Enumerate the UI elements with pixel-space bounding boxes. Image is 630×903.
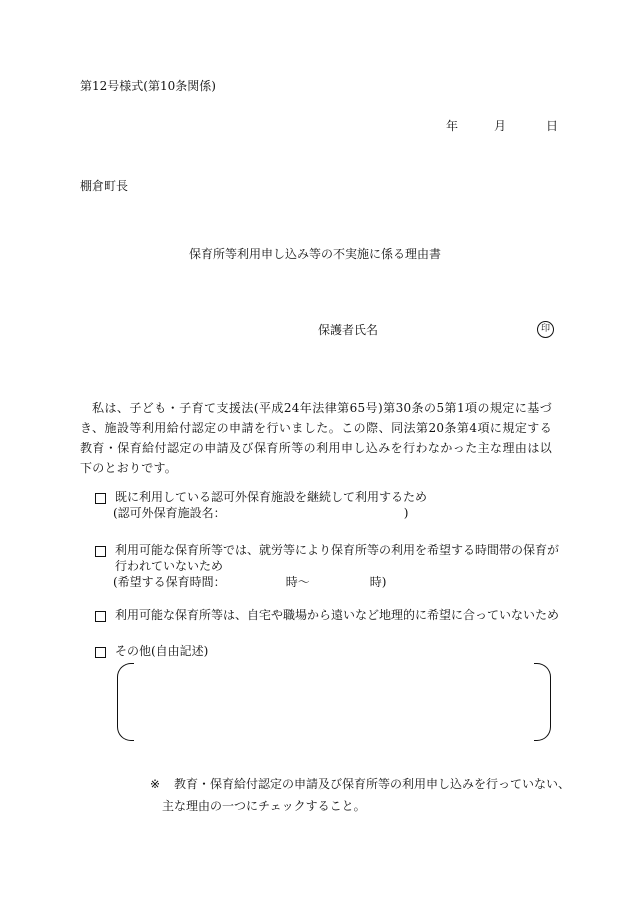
note-line-2: 主な理由の一つにチェックすること。 [162, 799, 366, 813]
option-label: 利用可能な保育所等では、就労等により保育所等の利用を希望する時間帯の保育が行われていないため [115, 543, 560, 573]
checkbox-other[interactable] [95, 647, 106, 658]
option-geographic [95, 607, 565, 623]
note-mark: ※ [150, 777, 161, 791]
bracket-right [534, 663, 551, 741]
page-title: 保育所等利用申し込み等の不実施に係る理由書 [188, 247, 441, 261]
option-label: その他(自由記述) [115, 644, 209, 658]
option-label: 利用可能な保育所等は、自宅や職場から遠いなど地理的に希望に合っていないため [115, 608, 560, 622]
facility-name-close: ) [403, 506, 409, 520]
date-year-label: 年 [446, 119, 459, 133]
statement-text: 私は、子ども・子育て支援法(平成24年法律第65号)第30条の5第1項の規定に基づき、施設等利用給付認定の申請を行いました。この際、同法第20条第4項に規定する教育・保育給付認定の申請及び保育所等の利用申し込みを行わなかった主な理由は以下のとおりです。 [80, 401, 552, 475]
free-text-area[interactable] [117, 663, 551, 741]
guardian-name-label: 保護者氏名 [318, 323, 379, 337]
instruction-note [150, 773, 570, 817]
option-label: 既に利用している認可外保育施設を継続して利用するため [115, 490, 428, 504]
bracket-left [117, 663, 134, 741]
form-number: 第12号様式(第10条関係) [80, 79, 216, 93]
option-hours-unavailable [95, 542, 565, 590]
recipient: 棚倉町長 [80, 179, 129, 193]
option-other [95, 643, 565, 659]
hours-to-label: 時) [369, 575, 387, 589]
checkbox-geographic[interactable] [95, 611, 106, 622]
option-existing-facility [95, 489, 565, 521]
date-month-label: 月 [494, 119, 507, 133]
date-day-label: 日 [546, 119, 559, 133]
checkbox-hours-unavailable[interactable] [95, 546, 106, 557]
seal-mark: 印 [537, 321, 554, 338]
date-line [446, 118, 558, 134]
desired-hours-label: (希望する保育時間： [113, 575, 226, 589]
facility-name-label: (認可外保育施設名： [113, 506, 226, 520]
desired-hours-line [95, 574, 565, 590]
note-line-1: 教育・保育給付認定の申請及び保育所等の利用申し込みを行っていない、 [174, 777, 571, 791]
checkbox-existing-facility[interactable] [95, 493, 106, 504]
hours-from-label: 時～ [285, 575, 310, 589]
facility-name-line [95, 505, 565, 521]
